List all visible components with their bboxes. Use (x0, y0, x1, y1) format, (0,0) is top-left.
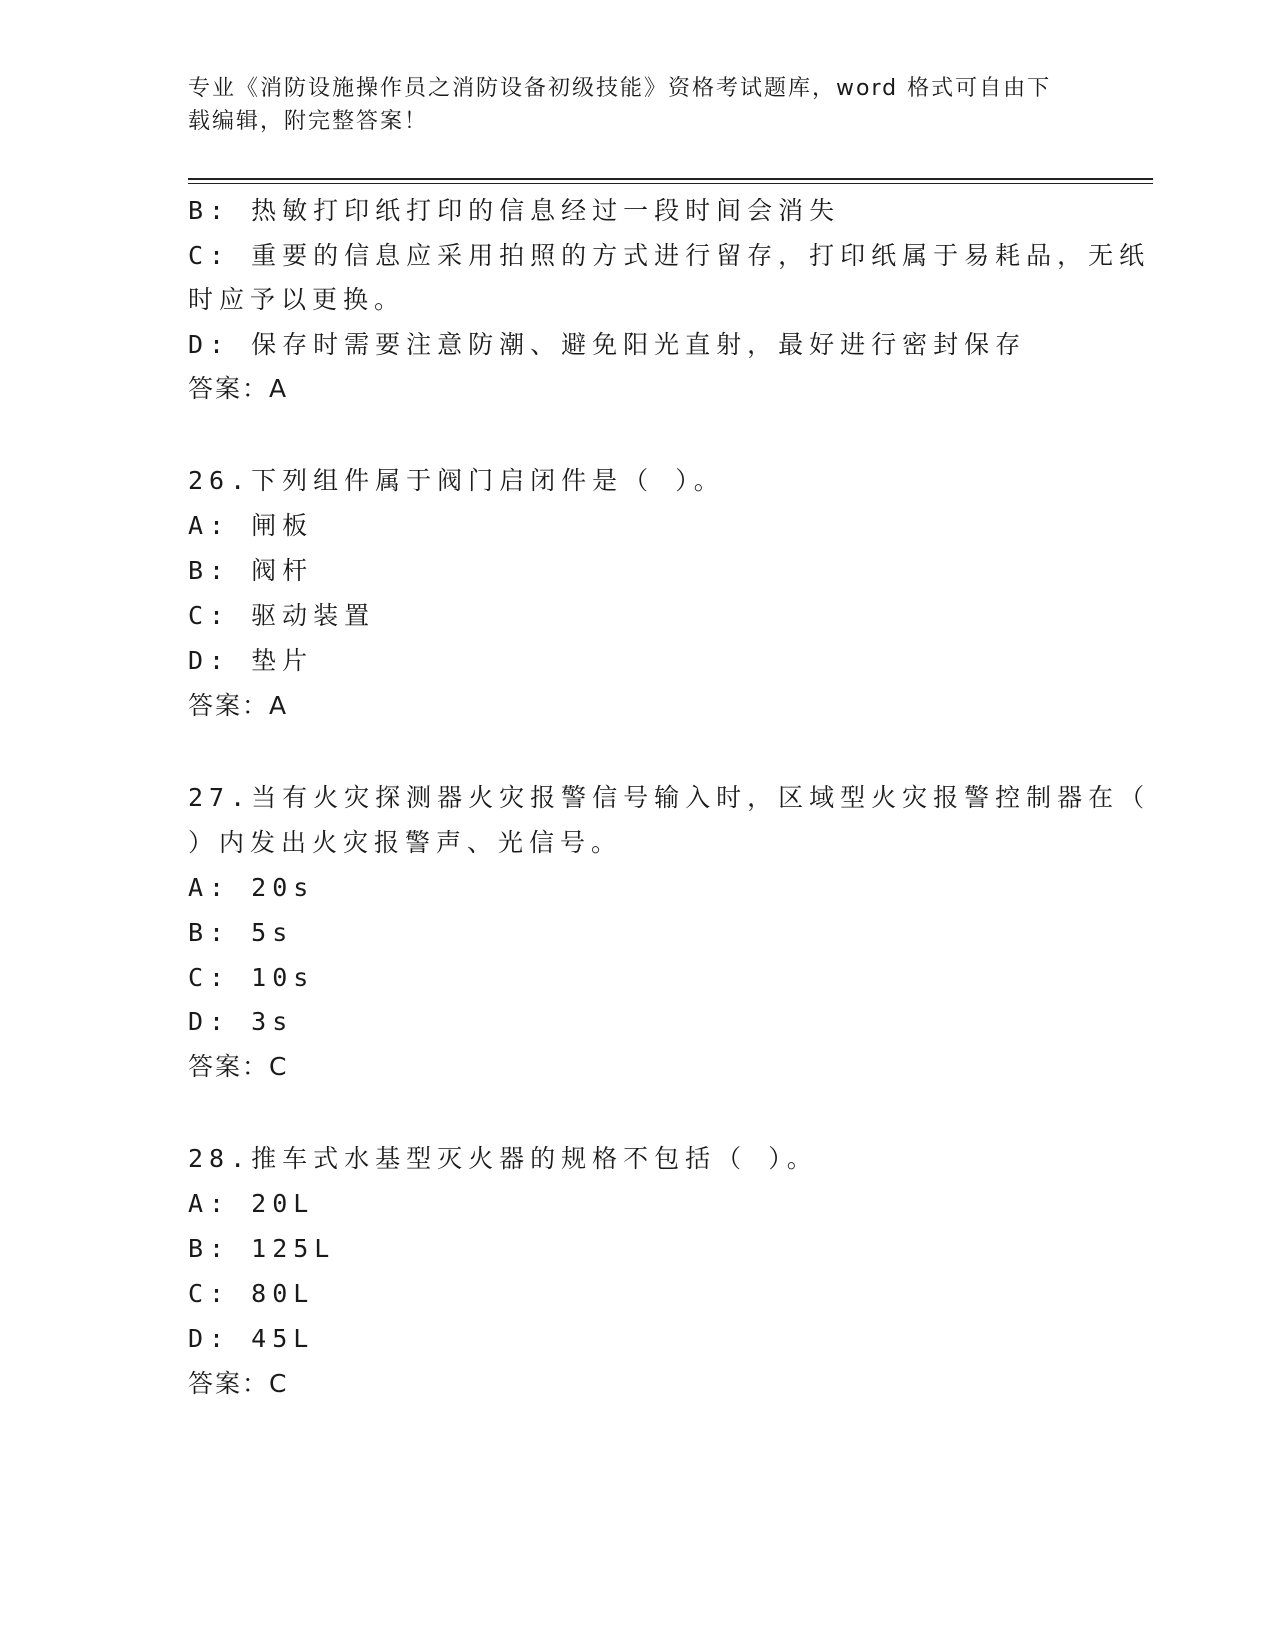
q26-answer: 答案：A (188, 691, 289, 720)
q28-answer: 答案：C (188, 1369, 289, 1398)
q25-option-b: B: 热敏打印纸打印的信息经过一段时间会消失 (188, 196, 841, 225)
q25-answer: 答案：A (188, 374, 289, 403)
header-rule-thin (188, 183, 1153, 184)
q27-stem-line-2: ）内发出火灾报警声、光信号。 (188, 828, 623, 857)
q27-answer: 答案：C (188, 1052, 289, 1081)
q27-option-b: B: 5s (188, 918, 294, 947)
header-line-2: 载编辑，附完整答案！ (188, 109, 429, 134)
q27-option-a: A: 20s (188, 873, 315, 902)
header-rule-thick (188, 178, 1153, 180)
q25-option-c-line-1: C: 重要的信息应采用拍照的方式进行留存，打印纸属于易耗品，无纸 (188, 241, 1151, 270)
q25-option-c-line-2: 时应予以更换。 (188, 285, 406, 314)
q28-option-a: A: 20L (188, 1189, 315, 1218)
document-header (188, 72, 1088, 138)
q28-option-b: B: 125L (188, 1234, 336, 1263)
q26-stem: 26.下列组件属于阀门启闭件是（ ）。 (188, 466, 725, 495)
q28-stem: 28.推车式水基型灭火器的规格不包括（ ）。 (188, 1144, 818, 1173)
q26-option-a: A: 闸板 (188, 511, 314, 540)
q28-option-c: C: 80L (188, 1279, 315, 1308)
q26-option-d: D: 垫片 (188, 646, 314, 675)
q28-option-d: D: 45L (188, 1324, 315, 1353)
q27-stem-line-1: 27.当有火灾探测器火灾报警信号输入时，区域型火灾报警控制器在（ (188, 783, 1151, 812)
header-line-1: 专业《消防设施操作员之消防设备初级技能》资格考试题库，word 格式可自由下 (188, 76, 1052, 101)
q27-option-c: C: 10s (188, 963, 315, 992)
q26-option-c: C: 驱动装置 (188, 601, 376, 630)
q27-option-d: D: 3s (188, 1007, 294, 1036)
q25-option-d: D: 保存时需要注意防潮、避免阳光直射，最好进行密封保存 (188, 330, 1027, 359)
q26-option-b: B: 阀杆 (188, 556, 314, 585)
